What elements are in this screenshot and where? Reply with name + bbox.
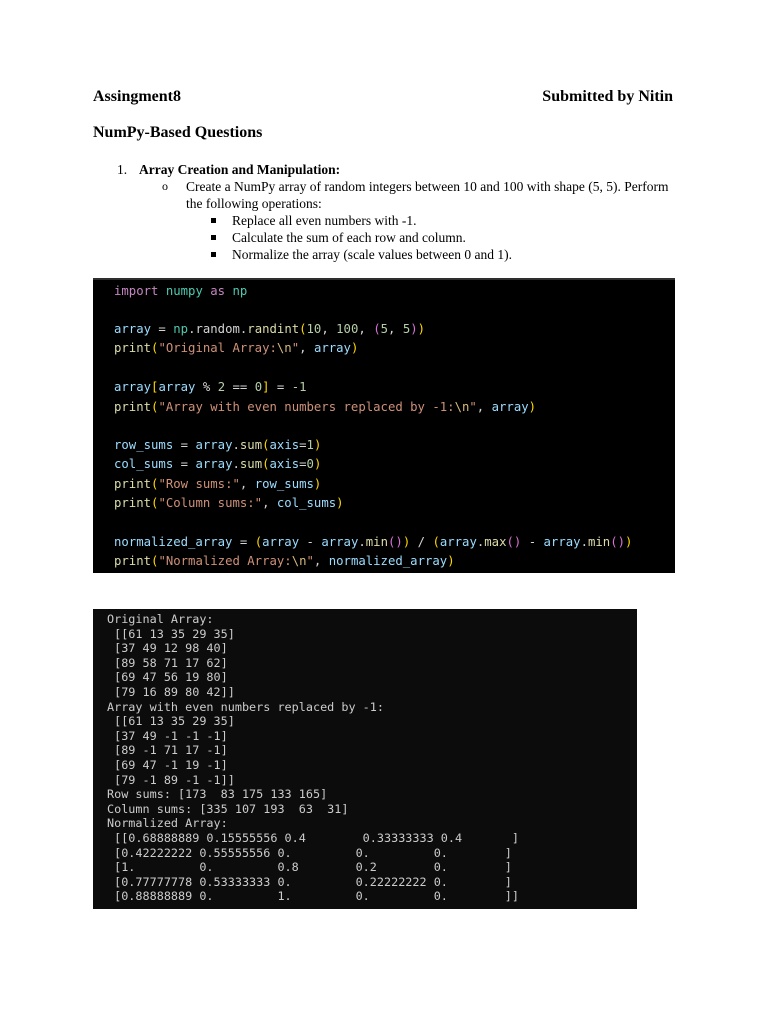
terminal-output-screenshot [93,609,637,909]
square-bullet-icon [211,252,216,257]
terminal-line: [79 -1 89 -1 -1]] [107,772,235,787]
task-item: Calculate the sum of each row and column. [232,230,466,245]
code-line: print("Original Array:\n", array) [114,341,359,355]
question-title: Array Creation and Manipulation: [139,162,341,177]
terminal-line: [[61 13 35 29 35] [107,714,235,729]
code-line: print("Row sums:", row_sums) [114,477,322,491]
submitted-by: Submitted by Nitin [542,88,673,105]
terminal-line: [[0.68888889 0.15555556 0.4 0.33333333 0.4 ] [107,831,519,845]
question-number: 1. [117,162,128,177]
terminal-line: [89 58 71 17 62] [107,655,228,670]
task-item: Normalize the array (scale values between 0 and 1). [232,247,512,262]
terminal-line: Row sums: [173 83 175 133 165] [107,787,328,802]
code-line: print("Normalized Array:\n", normalized_array) [114,554,455,568]
code-line: col_sums = array.sum(axis=0) [114,457,322,471]
square-bullet-icon [211,235,216,240]
terminal-line: [[61 13 35 29 35] [107,626,235,641]
terminal-line: [37 49 12 98 40] [107,641,228,656]
code-line: normalized_array = (array - array.min()) / (array.max() - array.min()) [114,535,633,549]
terminal-line: Array with even numbers replaced by -1: [107,699,384,714]
terminal-line: [69 47 56 19 80] [107,670,228,685]
terminal-line: [79 16 89 80 42]] [107,685,235,699]
terminal-line: [0.88888889 0. 1. 0. 0. ]] [107,889,519,904]
assignment-title: Assingment8 [93,88,182,105]
terminal-line: [69 47 -1 19 -1] [107,758,228,772]
question-description: Create a NumPy array of random integers between 10 and 100 with shape (5, 5). Perform the following operations: [186,179,669,211]
terminal-line: [1. 0. 0.8 0.2 0. ] [107,860,512,875]
terminal-line: [37 49 -1 -1 -1] [107,728,228,743]
terminal-line: Normalized Array: [107,816,228,831]
code-screenshot [93,278,675,573]
terminal-line: [89 -1 71 17 -1] [107,743,228,758]
task-item: Replace all even numbers with -1. [232,213,417,228]
bullet-o-icon: o [162,179,168,193]
code-line: print("Column sums:", col_sums) [114,496,344,510]
square-bullet-icon [211,218,216,223]
section-title: NumPy-Based Questions [93,124,263,141]
code-line: array[array % 2 == 0] = -1 [114,380,307,394]
terminal-line: Original Array: [107,612,214,626]
code-line: import numpy as np [114,284,248,298]
terminal-line: Column sums: [335 107 193 63 31] [107,801,349,816]
code-line: print("Array with even numbers replaced by -1:\n", array) [114,400,537,414]
terminal-line: [0.77777778 0.53333333 0. 0.22222222 0. ] [107,874,512,889]
code-line: row_sums = array.sum(axis=1) [114,438,322,452]
code-line: array = np.random.randint(10, 100, (5, 5)) [114,322,426,336]
terminal-line: [0.42222222 0.55555556 0. 0. 0. ] [107,845,512,860]
